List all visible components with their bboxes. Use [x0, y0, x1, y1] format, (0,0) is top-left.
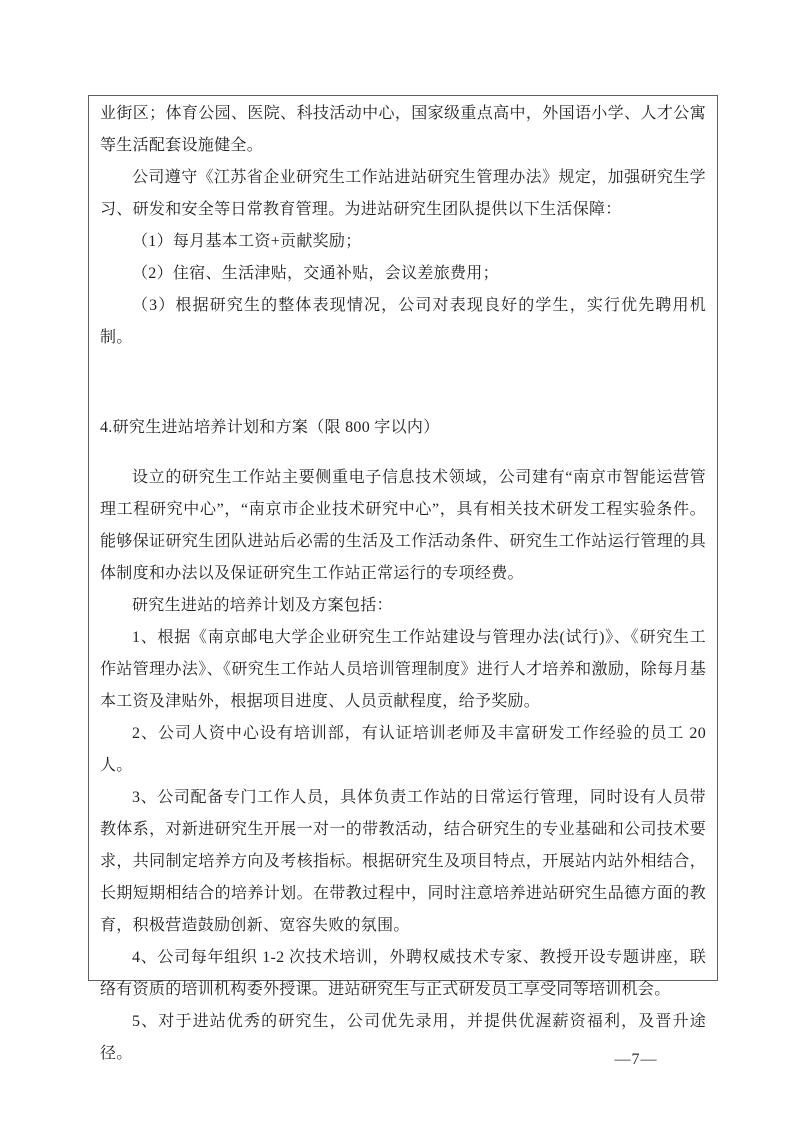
plan-item-3: 3、公司配备专门工作人员，具体负责工作站的日常运行管理，同时设有人员带教体系，对新进研究生开展一对一的带教活动，结合研究生的专业基础和公司技术要求，共同制定培养方向及考核指标。根据研究生及项目特点，开展站内站外相结合，长期短期相结合的培养计划。在带教过程中，同时注意培养进站研究生品德方面的教育，积极营造鼓励创新、宽容失败的氛围。 — [100, 789, 706, 934]
plan-item-4: 4、公司每年组织 1-2 次技术培训，外聘权威技术专家、教授开设专题讲座，联络有资质的培训机构委外授课。进站研究生与正式研发员工享受同等培训机会。 — [100, 949, 706, 998]
plan-item-5: 5、对于进站优秀的研究生，公司优先录用，并提供优渥薪资福利，及晋升途径。 — [100, 1013, 706, 1062]
section-4-heading: 4.研究生进站培养计划和方案（限 800 字以内） — [100, 419, 440, 436]
support-item-1: （1）每月基本工资+贡献奖励； — [132, 233, 362, 250]
form-table-cell — [88, 95, 718, 1062]
support-item-2: （2）住宿、生活津贴，交通补贴，会议差旅费用； — [132, 265, 499, 282]
support-paragraph-continuation: 业街区；体育公园、医院、科技活动中心，国家级重点高中，外国语小学、人才公寓等生活配套设施健全。 — [100, 105, 706, 154]
support-paragraph-policy: 公司遵守《江苏省企业研究生工作站进站研究生管理办法》规定，加强研究生学习、研发和安全等日常教育管理。为进站研究生团队提供以下生活保障： — [100, 169, 706, 218]
plan-item-1: 1、根据《南京邮电大学企业研究生工作站建设与管理办法(试行)》、《研究生工作站管理办法》、《研究生工作站人员培训管理制度》进行人才培养和激励，除每月基本工资及津贴外，根据项目进度、人员贡献程度，给予奖励。 — [100, 629, 706, 710]
plan-item-2: 2、公司人资中心设有培训部，有认证培训老师及丰富研发工作经验的员工 20 人。 — [100, 725, 706, 774]
plan-paragraph-intro: 研究生进站的培养计划及方案包括： — [132, 597, 393, 614]
page-number: —7— — [614, 1051, 658, 1068]
plan-paragraph-overview: 设立的研究生工作站主要侧重电子信息技术领域，公司建有“南京市智能运营管理工程研究中心”，“南京市企业技术研究中心”，具有相关技术研发工程实验条件。能够保证研究生团队进站后必需的生活及工作活动条件、研究生工作站运行管理的具体制度和办法以及保证研究生工作站正常运行的专项经费。 — [100, 469, 706, 582]
support-item-3: （3）根据研究生的整体表现情况，公司对表现良好的学生，实行优先聘用机制。 — [100, 297, 706, 346]
